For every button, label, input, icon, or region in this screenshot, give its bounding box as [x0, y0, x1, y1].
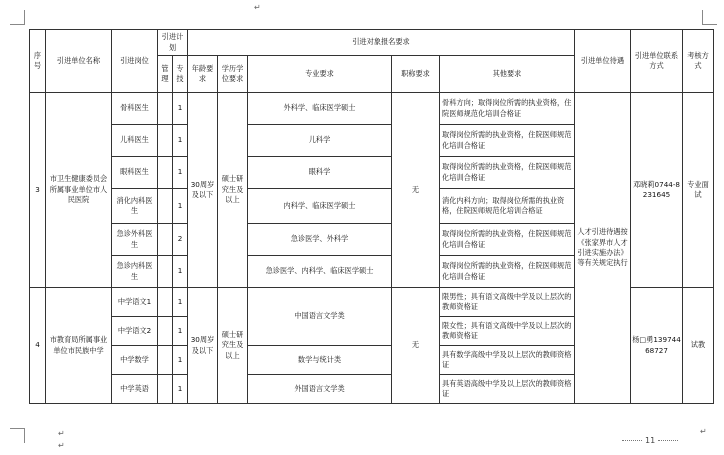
plan-mgmt-cell [158, 256, 173, 288]
group4-edu: 硕士研究生及以上 [218, 288, 248, 404]
plan-mgmt-cell [158, 224, 173, 256]
plan-tech-cell: 1 [173, 157, 188, 189]
table-row [30, 93, 714, 125]
group4-contact: 杨□勇13974468727 [631, 288, 683, 404]
plan-tech-cell: 1 [173, 189, 188, 224]
header-no: 序号 [30, 30, 46, 93]
group4-title: 无 [392, 288, 440, 404]
group3-edu: 硕士研究生及以上 [218, 93, 248, 288]
header-requirements: 引进对象报名要求 [188, 30, 575, 56]
header-edu: 学历学位要求 [218, 56, 248, 93]
group3-age: 30周岁及以下 [188, 93, 218, 288]
other-cell: 限男性；具有语文高级中学及以上层次的教师资格证 [440, 288, 575, 317]
major-cell: 中国语言文学类 [248, 288, 392, 346]
header-plan-tech: 专技 [173, 56, 188, 93]
group4-no: 4 [30, 288, 46, 404]
paragraph-mark: ↵ [58, 429, 65, 438]
crop-mark [702, 10, 717, 25]
post-cell: 眼科医生 [112, 157, 158, 189]
header-other: 其他要求 [440, 56, 575, 93]
post-cell: 中学语文1 [112, 288, 158, 317]
other-cell: 取得岗位所需的执业资格，住院医师规范化培训合格证 [440, 256, 575, 288]
other-cell: 消化内科方向；取得岗位所需的执业资格，住院医师规范化培训合格证 [440, 189, 575, 224]
group3-no: 3 [30, 93, 46, 288]
major-cell: 外国语言文学类 [248, 375, 392, 404]
header-treatment: 引进单位待遇 [575, 30, 631, 93]
post-cell: 中学数学 [112, 346, 158, 375]
header-post: 引进岗位 [112, 30, 158, 93]
group3-exam: 专业面试 [683, 93, 714, 288]
other-cell: 取得岗位所需的执业资格，住院医师规范化培训合格证 [440, 125, 575, 157]
plan-mgmt-cell [158, 288, 173, 317]
post-cell: 儿科医生 [112, 125, 158, 157]
plan-mgmt-cell [158, 375, 173, 404]
plan-mgmt-cell [158, 125, 173, 157]
header-plan-mgmt: 管理 [158, 56, 173, 93]
group3-unit: 市卫生健康委员会所属事业单位市人民医院 [46, 93, 112, 288]
plan-tech-cell: 1 [173, 256, 188, 288]
other-cell: 取得岗位所需的执业资格，住院医师规范化培训合格证 [440, 224, 575, 256]
major-cell: 儿科学 [248, 125, 392, 157]
header-age: 年龄要求 [188, 56, 218, 93]
other-cell: 限女性；具有语文高级中学及以上层次的教师资格证 [440, 317, 575, 346]
plan-tech-cell: 1 [173, 125, 188, 157]
header-row-1 [30, 30, 714, 56]
plan-tech-cell: 1 [173, 317, 188, 346]
plan-mgmt-cell [158, 93, 173, 125]
group4-unit: 市教育局所属事业单位市民族中学 [46, 288, 112, 404]
crop-mark [10, 428, 25, 443]
major-cell: 眼科学 [248, 157, 392, 189]
paragraph-mark: ↵ [700, 427, 707, 436]
paragraph-mark: ↵ [58, 441, 65, 450]
other-cell: 具有英语高级中学及以上层次的教师资格证 [440, 375, 575, 404]
group4-age: 30周岁及以下 [188, 288, 218, 404]
post-cell: 急诊外科医生 [112, 224, 158, 256]
header-contact: 引进单位联系方式 [631, 30, 683, 93]
header-plan: 引进计划 [158, 30, 188, 56]
header-exam: 考核方式 [683, 30, 714, 93]
group4-exam: 试教 [683, 288, 714, 404]
post-cell: 中学英语 [112, 375, 158, 404]
paragraph-mark: ↵ [254, 3, 261, 12]
post-cell: 急诊内科医生 [112, 256, 158, 288]
major-cell: 急诊医学、内科学、临床医学硕士 [248, 256, 392, 288]
header-unit: 引进单位名称 [46, 30, 112, 93]
other-cell: 取得岗位所需的执业资格，住院医师规范化培训合格证 [440, 157, 575, 189]
crop-mark [10, 10, 25, 25]
header-title: 职称要求 [392, 56, 440, 93]
post-cell: 骨科医生 [112, 93, 158, 125]
post-cell: 中学语文2 [112, 317, 158, 346]
plan-tech-cell: 1 [173, 93, 188, 125]
major-cell: 急诊医学、外科学 [248, 224, 392, 256]
other-cell: 骨科方向；取得岗位所需的执业资格，住院医师规范化培训合格证 [440, 93, 575, 125]
group3-contact: 邓晓莉0744-8231645 [631, 93, 683, 288]
major-cell: 数学与统计类 [248, 346, 392, 375]
plan-mgmt-cell [158, 346, 173, 375]
page-number: 11 [622, 436, 678, 445]
group3-title: 无 [392, 93, 440, 288]
plan-mgmt-cell [158, 317, 173, 346]
plan-tech-cell: 1 [173, 375, 188, 404]
other-cell: 具有数学高级中学及以上层次的教师资格证 [440, 346, 575, 375]
major-cell: 内科学、临床医学硕士 [248, 189, 392, 224]
treatment-cell: 人才引进待遇按《张家界市人才引进实施办法》等有关规定执行 [575, 93, 631, 404]
plan-tech-cell: 1 [173, 346, 188, 375]
plan-tech-cell: 2 [173, 224, 188, 256]
header-major: 专业要求 [248, 56, 392, 93]
plan-tech-cell: 1 [173, 288, 188, 317]
post-cell: 消化内科医生 [112, 189, 158, 224]
major-cell: 外科学、临床医学硕士 [248, 93, 392, 125]
plan-mgmt-cell [158, 189, 173, 224]
plan-mgmt-cell [158, 157, 173, 189]
recruitment-table [29, 29, 714, 404]
